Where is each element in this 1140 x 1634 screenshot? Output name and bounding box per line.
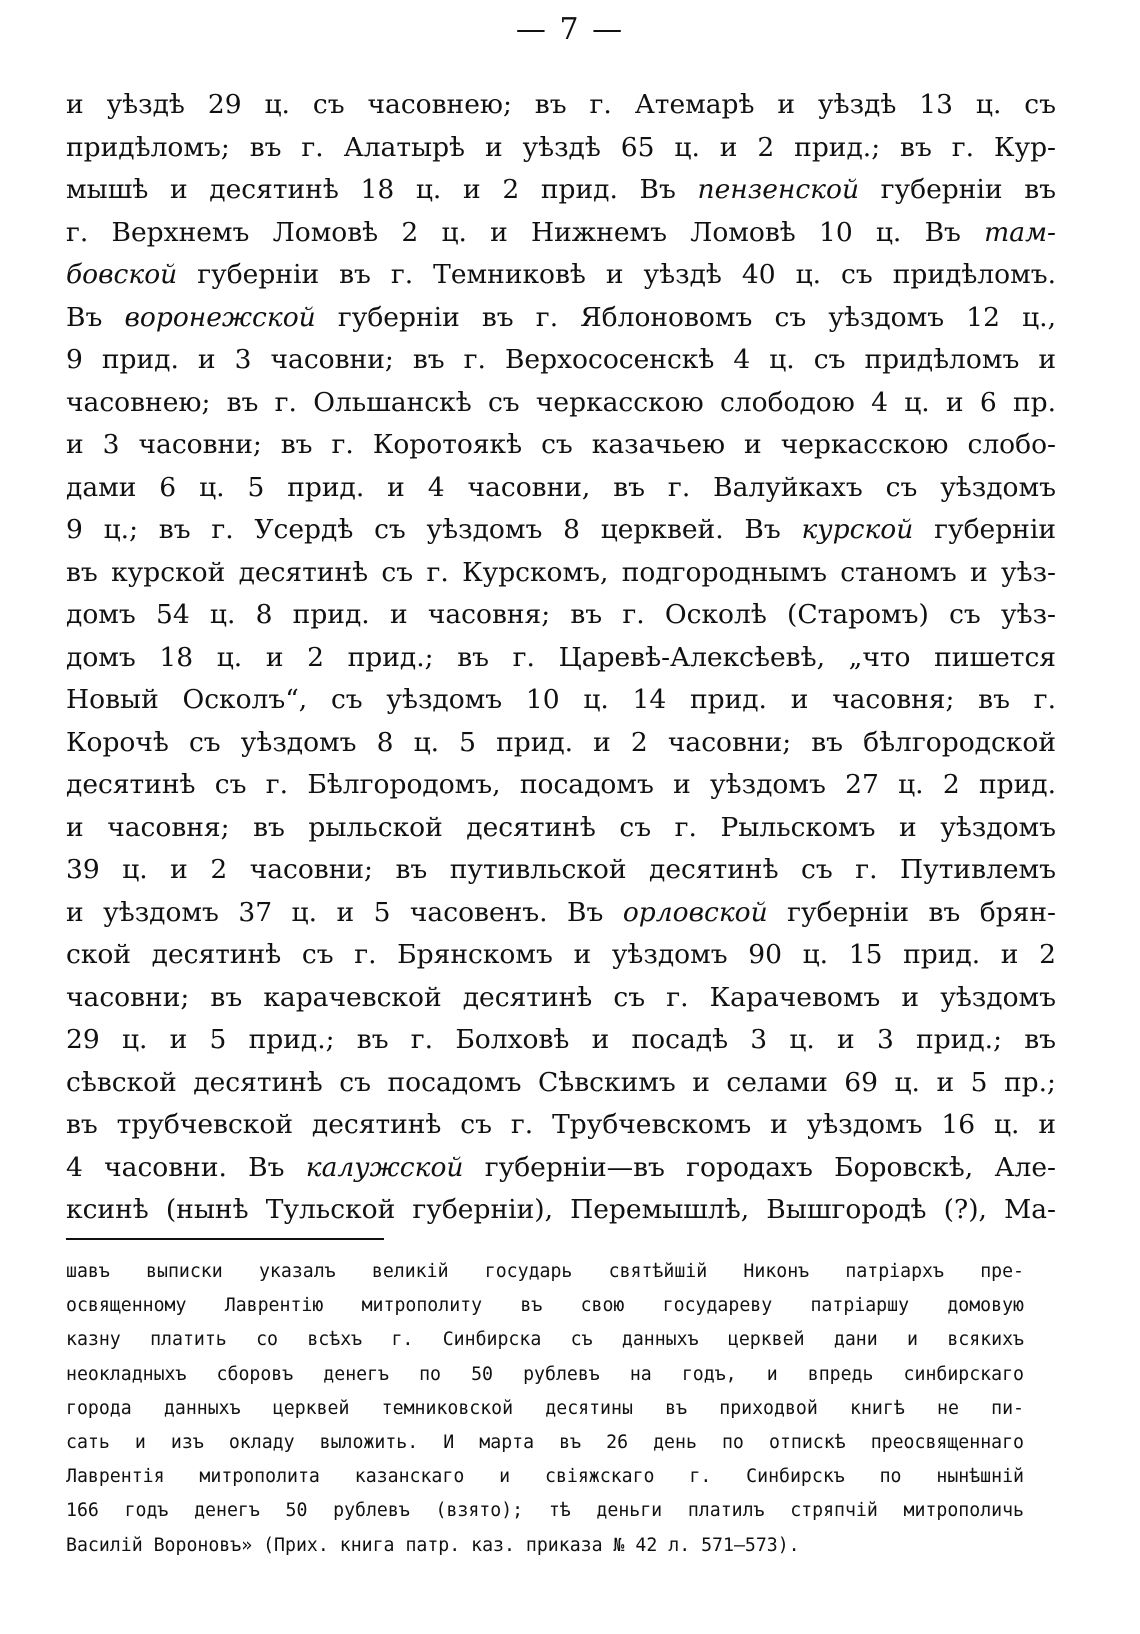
text-segment: 29 ц. и 5 прид.; въ г. Болховѣ и посадѣ 3 ц. и 3 прид.; въ	[66, 1024, 1056, 1055]
text-line	[66, 637, 1056, 680]
text-line	[66, 1019, 1056, 1062]
italic-segment: бовской	[66, 259, 178, 290]
text-segment: ксинѣ (нынѣ Тульской губерніи), Перемышлѣ, Вышгородѣ (?), Ма-	[66, 1194, 1056, 1225]
text-line	[66, 892, 1056, 935]
italic-segment: воронежской	[124, 301, 316, 333]
footnote-line: сать и изъ окладу выложить. И марта въ 26 день по отпискѣ преосвященнаго	[66, 1431, 1024, 1453]
text-segment: сѣвской десятинѣ съ посадомъ Сѣвскимъ и селами 69 ц. и 5 пр.;	[66, 1066, 1056, 1098]
footnote-line: Василій Вороновъ» (Прих. книга патр. каз. приказа № 42 л. 571—573).	[66, 1534, 800, 1556]
text-segment: домъ 54 ц. 8 прид. и часовня; въ г. Осколѣ (Старомъ) съ уѣз-	[66, 599, 1056, 630]
text-segment: и 3 часовни; въ г. Коротоякѣ съ казачьею и черкасскою слобо-	[66, 429, 1056, 460]
text-line	[66, 594, 1056, 637]
text-line	[66, 467, 1056, 510]
text-segment: мышѣ и десятинѣ 18 ц. и 2 прид. Въ	[66, 174, 698, 205]
text-segment: часовнею; въ г. Ольшанскѣ съ черкасскою слободою 4 ц. и 6 пр.	[66, 386, 1056, 418]
text-segment: въ курской десятинѣ съ г. Курскомъ, подгороднымъ станомъ и уѣз-	[66, 556, 1056, 588]
text-segment: и уѣздомъ 37 ц. и 5 часовенъ. Въ	[66, 896, 623, 928]
italic-segment: там-	[984, 216, 1056, 248]
text-line	[66, 127, 1056, 170]
text-line	[66, 849, 1056, 892]
footnote-line: города данныхъ церквей темниковской десятины въ приходвой книгѣ не пи-	[66, 1397, 1024, 1419]
footnote-block	[66, 1255, 1024, 1563]
footnote-line: шавъ выписки указалъ великій государь святѣйшій Никонъ патріархъ пре-	[66, 1261, 1024, 1282]
text-segment: придѣломъ; въ г. Алатырѣ и уѣздѣ 65 ц. и 2 прид.; въ г. Кур-	[66, 131, 1056, 163]
footnote-line: казну платить со всѣхъ г. Синбирска съ данныхъ церквей дани и всякихъ	[66, 1329, 1024, 1351]
text-segment: домъ 18 ц. и 2 прид.; въ г. Царевѣ-Алексѣевѣ, „что пишется	[66, 641, 1056, 673]
text-line	[66, 169, 1056, 212]
footnote-line: 166 годъ денегъ 50 рублевъ (взято); тѣ деньги платилъ стряпчій митрополичь	[66, 1500, 1024, 1522]
text-segment: и уѣздѣ 29 ц. съ часовнею; въ г. Атемарѣ и уѣздѣ 13 ц. съ	[66, 89, 1056, 120]
text-segment: губерніи	[913, 514, 1056, 545]
text-line	[66, 679, 1056, 722]
footnote-line: Лаврентія митрополита казанскаго и свіяжскаго г. Синбирскъ по нынѣшній	[66, 1466, 1024, 1488]
text-segment: 4 часовни. Въ	[66, 1151, 306, 1183]
text-line	[66, 1147, 1056, 1190]
text-line	[66, 977, 1056, 1020]
text-segment: часовни; въ карачевской десятинѣ съ г. Карачевомъ и уѣздомъ	[66, 981, 1056, 1013]
text-line	[66, 297, 1056, 340]
text-line	[66, 1104, 1056, 1147]
text-segment: 9 ц.; въ г. Усердѣ съ уѣздомъ 8 церквей. Въ	[66, 514, 802, 545]
text-line	[66, 509, 1056, 552]
footnote-line: неокладныхъ сборовъ денегъ по 50 рублевъ на годъ, и впредь синбирскаго	[66, 1363, 1024, 1385]
text-segment: г. Верхнемъ Ломовѣ 2 ц. и Нижнемъ Ломовѣ 10 ц. Въ	[66, 216, 985, 248]
italic-segment: пензенской	[697, 174, 860, 205]
text-segment: губерніи—въ городахъ Боровскѣ, Але-	[463, 1151, 1056, 1183]
text-line	[66, 212, 1056, 255]
italic-segment: калужской	[305, 1151, 464, 1183]
text-line	[66, 1062, 1056, 1105]
italic-segment: орловской	[622, 896, 768, 928]
text-line	[66, 1189, 1056, 1232]
text-segment: ской десятинѣ съ г. Брянскомъ и уѣздомъ 90 ц. 15 прид. и 2	[66, 939, 1056, 970]
text-segment: дами 6 ц. 5 прид. и 4 часовни, въ г. Валуйкахъ съ уѣздомъ	[66, 471, 1056, 503]
italic-segment: курской	[801, 514, 914, 545]
text-line	[66, 84, 1056, 127]
text-segment: Въ	[66, 301, 125, 333]
text-line	[66, 552, 1056, 595]
text-line	[66, 934, 1056, 977]
footnote-divider	[66, 1238, 384, 1240]
page-number: — 7 —	[515, 12, 625, 47]
text-line	[66, 382, 1056, 425]
text-segment: и часовня; въ рыльской десятинѣ съ г. Рыльскомъ и уѣздомъ	[66, 811, 1056, 843]
text-line	[66, 339, 1056, 382]
text-segment: въ трубчевской десятинѣ съ г. Трубчевскомъ и уѣздомъ 16 ц. и	[66, 1109, 1056, 1140]
text-segment: губерніи въ	[859, 174, 1056, 205]
text-line	[66, 807, 1056, 850]
text-segment: Новый Осколъ“, съ уѣздомъ 10 ц. 14 прид. и часовня; въ г.	[66, 684, 1056, 715]
main-text-body	[66, 84, 1056, 1232]
text-segment: губерніи въ брян-	[767, 896, 1056, 928]
text-line	[66, 424, 1056, 467]
text-segment: губерніи въ г. Темниковѣ и уѣздѣ 40 ц. съ придѣломъ.	[177, 259, 1056, 290]
text-segment: 39 ц. и 2 часовни; въ путивльской десятинѣ съ г. Путивлемъ	[66, 854, 1056, 885]
footnote-line: освященному Лаврентію митрополиту въ свою государеву патріаршу домовую	[66, 1295, 1024, 1317]
text-line	[66, 764, 1056, 807]
text-segment: Корочѣ съ уѣздомъ 8 ц. 5 прид. и 2 часовни; въ бѣлгородской	[66, 726, 1056, 758]
text-line	[66, 254, 1056, 297]
text-segment: губерніи въ г. Яблоновомъ съ уѣздомъ 12 ц.,	[315, 301, 1056, 333]
text-segment: 9 прид. и 3 часовни; въ г. Верхососенскѣ 4 ц. съ придѣломъ и	[66, 344, 1056, 375]
text-segment: десятинѣ съ г. Бѣлгородомъ, посадомъ и уѣздомъ 27 ц. 2 прид.	[66, 769, 1056, 800]
text-line	[66, 722, 1056, 765]
